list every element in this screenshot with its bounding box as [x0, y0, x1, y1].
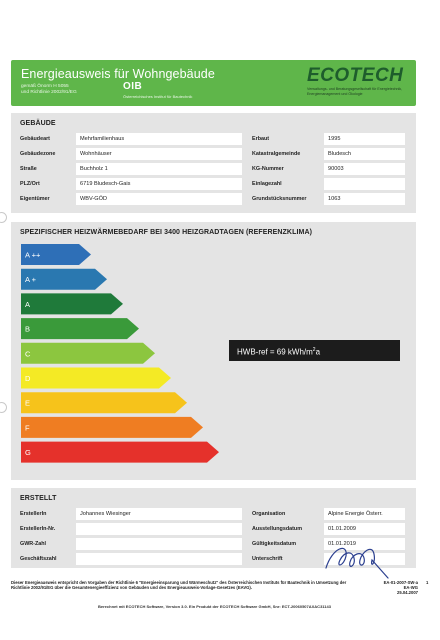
field-label: ErstellerIn [20, 511, 47, 517]
ecotech-logo: ECOTECH [307, 65, 404, 86]
field-value: WBV-GÖD [76, 193, 242, 205]
field-value: 90003 [324, 163, 405, 175]
punch-hole [0, 212, 7, 223]
certificate-header [11, 60, 416, 106]
field-label: Ausstellungsdatum [252, 526, 303, 532]
info-row [20, 508, 405, 520]
energy-class-label: G [25, 448, 31, 458]
ecotech-logo-subtitle: Verwaltungs- und Beratungsgesellschaft für Energietechnik, Energiemanagement und Ökologie [307, 87, 403, 96]
field-label: Straße [20, 166, 37, 172]
field-value: 01.01.2009 [324, 523, 405, 535]
energy-panel [11, 222, 416, 480]
energy-class-arrow [21, 293, 123, 314]
field-value [324, 178, 405, 190]
field-label: KG-Nummer [252, 166, 284, 172]
field-value: Wohnhäuser [76, 148, 242, 160]
subtitle-line: gemäß Önorm H 5055 [21, 84, 69, 89]
energy-panel-title: SPEZIFISCHER HEIZWÄRMEBEDARF BEI 3400 HEIZGRADTAGEN (REFERENZKLIMA) [20, 229, 313, 236]
field-value: Johannes Wiesinger [76, 508, 242, 520]
issuer-panel-title: ERSTELLT [20, 495, 57, 502]
energy-class-arrow [21, 442, 219, 463]
field-value [76, 538, 242, 550]
field-value [76, 523, 242, 535]
energy-class-aplus [21, 269, 107, 290]
punch-hole [0, 402, 7, 413]
info-row [20, 133, 405, 145]
energy-class-label: A ++ [25, 250, 41, 260]
handwritten-signature [318, 538, 398, 582]
energy-class-label: A [25, 299, 31, 309]
field-label: Organisation [252, 511, 286, 517]
energy-class-label: E [25, 398, 31, 408]
energy-class-arrow [21, 368, 171, 389]
energy-class-label: C [25, 349, 31, 359]
field-value: 1063 [324, 193, 405, 205]
oib-subtitle: Österreichisches Institut für Bautechnik [123, 94, 193, 99]
certificate-subtitle [21, 84, 111, 96]
software-credit: Berechnet mit ECOTECH Software, Version 3.0. Ein Produkt der ECOTECH Software GmbH, Snr: ECT-20060507AXAC31143 [98, 604, 331, 609]
info-row [20, 523, 405, 535]
field-label: Eigentümer [20, 196, 50, 202]
field-label: Erbaut [252, 136, 270, 142]
form-code: EA-01-2007-SW-a [383, 580, 418, 585]
field-value: Mehrfamilienhaus [76, 133, 242, 145]
hwb-exponent: 2 [312, 347, 316, 353]
building-panel [11, 113, 416, 213]
energy-class-c [21, 343, 155, 364]
info-row [20, 193, 405, 205]
energy-class-label: A + [25, 275, 37, 285]
energy-class-b [21, 318, 139, 339]
field-value: Buchholz 1 [76, 163, 242, 175]
field-value: 6719 Bludesch-Gais [76, 178, 242, 190]
field-label: PLZ/Ort [20, 181, 40, 187]
footer-legal-text: Dieser Energieausweis entspricht den Vorgaben der Richtlinie 6 "Energieeinsparung und Wärmeschutz" des Österreichischen Instituts für Bautechnik in Umsetzung der Richtlinie 2002/91/EG über die Gesamtenergieeffizienz von Gebäuden und des Energieausweis-Vorlage-Gesetzes (EAVG). [11, 580, 347, 591]
hwb-value: HWB-ref = 69 kWh/m [237, 347, 313, 357]
form-date: 25.04.2007 [397, 590, 418, 596]
hwb-value-box [229, 340, 400, 361]
energy-class-label: B [25, 324, 31, 334]
energy-class-d [21, 368, 171, 389]
info-row [20, 163, 405, 175]
field-value: 1995 [324, 133, 405, 145]
energy-class-aplusplus [21, 244, 91, 265]
oib-logo: OIB [123, 81, 143, 92]
energy-class-arrow [21, 318, 139, 339]
energy-class-label: D [25, 374, 31, 383]
info-row [20, 178, 405, 190]
field-label: Gebäudezone [20, 151, 56, 157]
energy-class-g [21, 442, 219, 463]
field-label: Gebäudeart [20, 136, 50, 142]
field-label: Katastralgemeinde [252, 151, 301, 157]
field-label: Unterschrift [252, 556, 283, 562]
info-row [20, 148, 405, 160]
energy-class-a [21, 293, 123, 314]
field-value: Bludesch [324, 148, 405, 160]
energy-class-f [21, 417, 203, 438]
field-value [76, 553, 242, 565]
energy-class-arrow [21, 417, 203, 438]
footer-form-id [368, 580, 418, 596]
field-label: ErstellerIn-Nr. [20, 526, 56, 532]
certificate-title: Energieausweis für Wohngebäude [21, 67, 215, 81]
building-panel-title: GEBÄUDE [20, 120, 56, 127]
field-label: Einlagezahl [252, 181, 282, 187]
field-label: GWR-Zahl [20, 541, 47, 547]
form-type: EA-WG [403, 585, 418, 591]
field-label: Gültigkeitsdatum [252, 541, 297, 547]
field-label: Geschäftszahl [20, 556, 57, 562]
field-value: 01.01.2019 [324, 538, 405, 550]
subtitle-line: und Richtlinie 2002/91/EG [21, 90, 77, 95]
page-number: 1 [426, 580, 429, 585]
field-label: Grundstücksnummer [252, 196, 307, 202]
hwb-unit-suffix: a [315, 347, 321, 357]
energy-class-e [21, 392, 187, 413]
energy-class-arrow [21, 343, 155, 364]
energy-class-arrow [21, 392, 187, 413]
field-value: Alpine Energie Österr. [324, 508, 405, 520]
energy-class-label: F [25, 423, 30, 433]
